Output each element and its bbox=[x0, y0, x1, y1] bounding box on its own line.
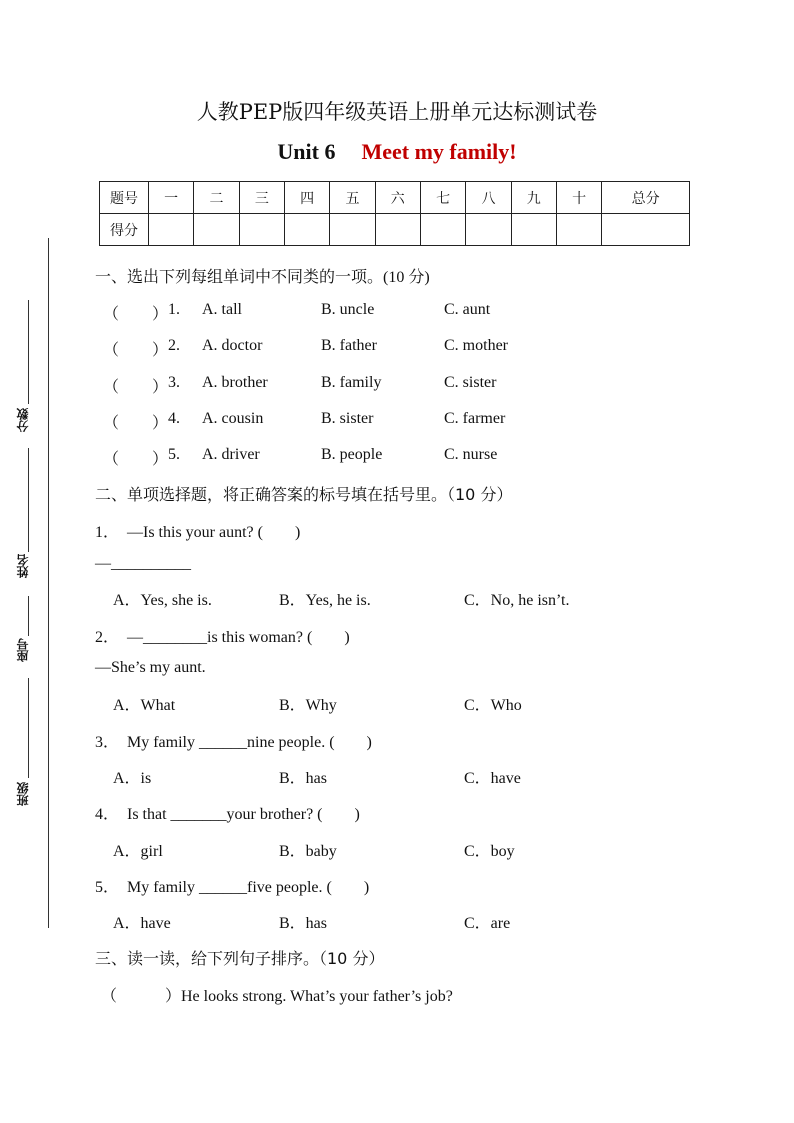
option-b[interactable]: B. father bbox=[321, 337, 377, 354]
section-1-title: 一、选出下列每组单词中不同类的一项。 bbox=[95, 267, 384, 286]
option-c[interactable]: C. farmer bbox=[444, 410, 506, 427]
option-b[interactable]: B. people bbox=[321, 446, 383, 463]
s2-q5-stem: 5． My family ______five people. ( ) bbox=[95, 879, 370, 896]
score-cell: 五 bbox=[330, 182, 375, 214]
question-number: 4. bbox=[168, 410, 180, 427]
s3-item-1: （ ）He looks strong. What’s your father’s job? bbox=[101, 988, 453, 1005]
score-cell: 二 bbox=[194, 182, 239, 214]
score-input-cell[interactable] bbox=[284, 214, 329, 246]
unit-heading bbox=[0, 139, 794, 165]
page-title: 人教PEP版四年级英语上册单元达标测试卷 bbox=[196, 100, 598, 124]
answer-paren-open: （ bbox=[103, 342, 120, 359]
score-cell: 八 bbox=[466, 182, 511, 214]
answer-paren-open: （ bbox=[103, 306, 120, 323]
binding-line bbox=[48, 238, 49, 928]
section-2-heading: 二、单项选择题，将正确答案的标号填在括号里。（10 分） bbox=[95, 485, 513, 504]
score-table-score-row bbox=[100, 214, 690, 246]
option-b[interactable]: B．Yes, he is. bbox=[279, 592, 371, 609]
class-write-line[interactable] bbox=[28, 678, 29, 778]
option-c[interactable]: C. sister bbox=[444, 374, 497, 391]
option-c[interactable]: C．boy bbox=[464, 843, 515, 860]
option-a[interactable]: A. driver bbox=[202, 446, 260, 463]
s2-q3-stem: 3． My family ______nine people. ( ) bbox=[95, 734, 372, 751]
option-c[interactable]: C. aunt bbox=[444, 301, 491, 318]
answer-paren-open: （ bbox=[103, 415, 120, 432]
option-b[interactable]: B. uncle bbox=[321, 301, 375, 318]
s2-q2-stem: 2． —________is this woman? ( ) bbox=[95, 629, 350, 646]
option-a[interactable]: A. doctor bbox=[202, 337, 263, 354]
option-c[interactable]: C．are bbox=[464, 915, 511, 932]
margin-label-seat: 座号 bbox=[16, 638, 30, 662]
option-a[interactable]: A．Yes, she is. bbox=[113, 592, 212, 609]
option-b[interactable]: B．baby bbox=[279, 843, 337, 860]
score-cell: 四 bbox=[284, 182, 329, 214]
score-cell-total: 总分 bbox=[602, 182, 690, 214]
score-cell: 九 bbox=[511, 182, 556, 214]
option-b[interactable]: B．has bbox=[279, 915, 328, 932]
score-cell: 三 bbox=[239, 182, 284, 214]
answer-paren-open: （ bbox=[103, 379, 120, 396]
option-a[interactable]: A. brother bbox=[202, 374, 268, 391]
section-1-heading bbox=[95, 264, 430, 287]
section-1-points: (10 分) bbox=[383, 269, 430, 286]
s1-q1 bbox=[103, 301, 119, 324]
option-b[interactable]: B．has bbox=[279, 770, 328, 787]
option-a[interactable]: A．What bbox=[113, 697, 176, 714]
option-a[interactable]: A. tall bbox=[202, 301, 242, 318]
score-input-cell[interactable] bbox=[466, 214, 511, 246]
answer-paren-close: ） bbox=[152, 415, 169, 432]
option-c[interactable]: C. mother bbox=[444, 337, 508, 354]
s2-q1-stem: 1． —Is this your aunt? ( ) bbox=[95, 524, 301, 541]
name-write-line[interactable] bbox=[28, 448, 29, 552]
margin-label-name: 姓名 bbox=[16, 554, 30, 578]
question-number: 1. bbox=[168, 301, 180, 318]
score-cell-label: 题号 bbox=[100, 182, 149, 214]
answer-paren-close: ） bbox=[152, 342, 169, 359]
option-c[interactable]: C. nurse bbox=[444, 446, 498, 463]
score-input-cell[interactable] bbox=[239, 214, 284, 246]
unit-number: Unit 6 bbox=[277, 139, 336, 164]
score-table bbox=[99, 181, 690, 246]
answer-paren-open: （ bbox=[103, 451, 120, 468]
option-c[interactable]: C．Who bbox=[464, 697, 522, 714]
s2-q1-answer-line[interactable]: —__________ bbox=[95, 555, 191, 572]
option-b[interactable]: B. family bbox=[321, 374, 382, 391]
question-number: 2. bbox=[168, 337, 180, 354]
unit-title: Meet my family! bbox=[361, 139, 517, 164]
score-write-line[interactable] bbox=[28, 300, 29, 404]
option-c[interactable]: C．No, he isn’t. bbox=[464, 592, 570, 609]
score-input-cell[interactable] bbox=[420, 214, 465, 246]
option-b[interactable]: B. sister bbox=[321, 410, 374, 427]
score-input-cell[interactable] bbox=[330, 214, 375, 246]
option-a[interactable]: A. cousin bbox=[202, 410, 264, 427]
question-number: 5. bbox=[168, 446, 180, 463]
score-input-cell[interactable] bbox=[511, 214, 556, 246]
margin-label-score: 分数 bbox=[16, 408, 30, 432]
score-input-cell[interactable] bbox=[149, 214, 194, 246]
score-table-header-row bbox=[100, 182, 690, 214]
s2-q4-stem: 4． Is that _______your brother? ( ) bbox=[95, 806, 360, 823]
score-input-cell[interactable] bbox=[556, 214, 601, 246]
answer-paren-close: ） bbox=[152, 451, 169, 468]
question-number: 3. bbox=[168, 374, 180, 391]
option-c[interactable]: C．have bbox=[464, 770, 521, 787]
s2-q2-response: —She’s my aunt. bbox=[95, 659, 206, 676]
score-row-label: 得分 bbox=[100, 214, 149, 246]
score-cell: 七 bbox=[420, 182, 465, 214]
seat-write-line[interactable] bbox=[28, 596, 29, 636]
option-a[interactable]: A．is bbox=[113, 770, 152, 787]
option-a[interactable]: A．girl bbox=[113, 843, 163, 860]
score-cell: 一 bbox=[149, 182, 194, 214]
score-input-cell[interactable] bbox=[194, 214, 239, 246]
score-input-cell[interactable] bbox=[602, 214, 690, 246]
margin-label-class: 班级 bbox=[16, 782, 30, 806]
option-b[interactable]: B．Why bbox=[279, 697, 337, 714]
score-cell: 六 bbox=[375, 182, 420, 214]
section-3-heading: 三、读一读，给下列句子排序。（10 分） bbox=[95, 949, 385, 968]
score-input-cell[interactable] bbox=[375, 214, 420, 246]
score-cell: 十 bbox=[556, 182, 601, 214]
answer-paren-close: ） bbox=[152, 306, 169, 323]
answer-paren-close: ） bbox=[152, 379, 169, 396]
option-a[interactable]: A．have bbox=[113, 915, 171, 932]
